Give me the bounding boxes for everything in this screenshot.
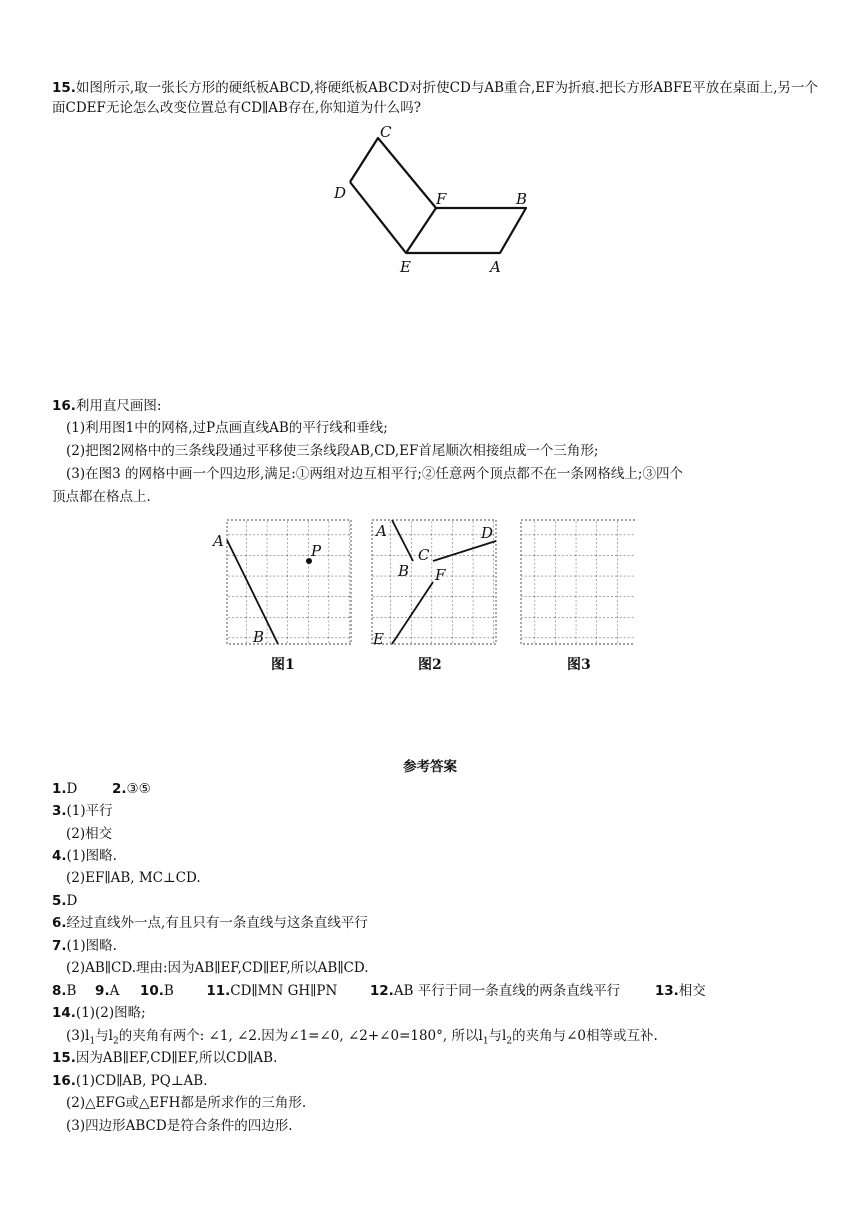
fig2-label-a: A <box>376 522 387 540</box>
label-c: C <box>380 123 392 141</box>
fig1-label-b: B <box>253 628 265 646</box>
answer-4-part-2: (2)EF∥AB, MC⊥CD. <box>66 870 201 886</box>
edge-fbae <box>406 208 526 253</box>
question-15 <box>52 78 822 118</box>
folded-cardboard-figure <box>328 122 538 282</box>
grid-figure-2 <box>372 520 496 648</box>
label-e: E <box>400 258 411 276</box>
q16-item-1: (1)利用图1中的网格,过P点画直线AB的平行线和垂线; <box>66 420 388 436</box>
q16-item-2: (2)把图2网格中的三条线段通过平移使三条线段AB,CD,EF首尾顺次相接组成一个三角形; <box>66 443 599 459</box>
q16-item-3: (3)在图3 的网格中画一个四边形,满足:①两组对边互相平行;②任意两个顶点都不在一条网格线上;③四个 <box>66 466 683 482</box>
fig2-label-e: E <box>373 630 384 648</box>
answer-5: 5.D <box>52 893 78 909</box>
fig2-label-b: B <box>398 562 410 580</box>
answer-16-part-3: (3)四边形ABCD是符合条件的四边形. <box>66 1118 293 1134</box>
fig1-label-a: A <box>213 532 224 550</box>
fig1-label-p: P <box>311 542 322 560</box>
fig2-label-f: F <box>435 566 446 584</box>
label-f: F <box>436 190 447 208</box>
answer-4: 4.(1)图略. <box>52 848 117 864</box>
label-d: D <box>334 184 347 202</box>
question-text: 如图所示,取一张长方形的硬纸板ABCD,将硬纸板ABCD对折使CD与AB重合,EF为折痕.把长方形ABFE平放在桌面上,另一个面CDEF无论怎么改变位置总有CD∥AB存在,你知道为什么吗? <box>52 80 818 116</box>
label-a: A <box>490 258 501 276</box>
question-16 <box>52 396 161 416</box>
answer-7-part-2: (2)AB∥CD.理由:因为AB∥EF,CD∥EF,所以AB∥CD. <box>66 960 369 976</box>
answer-16-part-2: (2)△EFG或△EFH都是所求作的三角形. <box>66 1095 307 1111</box>
answer-15: 15.因为AB∥EF,CD∥EF,所以CD∥AB. <box>52 1050 278 1066</box>
label-b: B <box>516 190 528 208</box>
fig2-label-c: C <box>418 546 430 564</box>
grid-figure-3 <box>521 520 635 644</box>
answer-14: 14.(1)(2)图略; <box>52 1005 146 1021</box>
answer-3: 3.(1)平行 <box>52 803 113 819</box>
answer-7: 7.(1)图略. <box>52 938 117 954</box>
answer-16: 16.(1)CD∥AB, PQ⊥AB. <box>52 1073 208 1089</box>
fig2-caption: 图2 <box>418 657 442 673</box>
fig3-caption: 图3 <box>567 657 591 673</box>
question-number: 15. <box>52 80 76 96</box>
question-text: 利用直尺画图: <box>75 398 162 414</box>
answers-title: 参考答案 <box>403 759 457 775</box>
question-number: 16. <box>52 398 76 414</box>
grid-figure-1 <box>211 520 351 646</box>
answer-6: 6.经过直线外一点,有且只有一条直线与这条直线平行 <box>52 915 368 931</box>
answer-8-13: 8.B 9.A 10.B 11.CD∥MN GH∥PN 12.AB 平行于同一条直线的两条直线平行 13.相交 <box>52 983 706 999</box>
answer-14-part-2: $(3)l_1$与$l_2$的夹角有两个: ∠1, ∠2.因为∠1=∠0, ∠2+∠0=180°, 所以$l_1$与$l_2$的夹角与∠0相等或互补. <box>66 1028 658 1047</box>
grid-figures <box>205 514 635 654</box>
q16-item-4: 顶点都在格点上. <box>52 489 151 505</box>
fig1-caption: 图1 <box>271 657 295 673</box>
answer-3-part-2: (2)相交 <box>66 826 113 842</box>
answer-1-2: 1.D 2.③⑤ <box>52 781 151 797</box>
edge-dc-fe <box>350 138 436 253</box>
fig2-label-d: D <box>481 524 494 542</box>
